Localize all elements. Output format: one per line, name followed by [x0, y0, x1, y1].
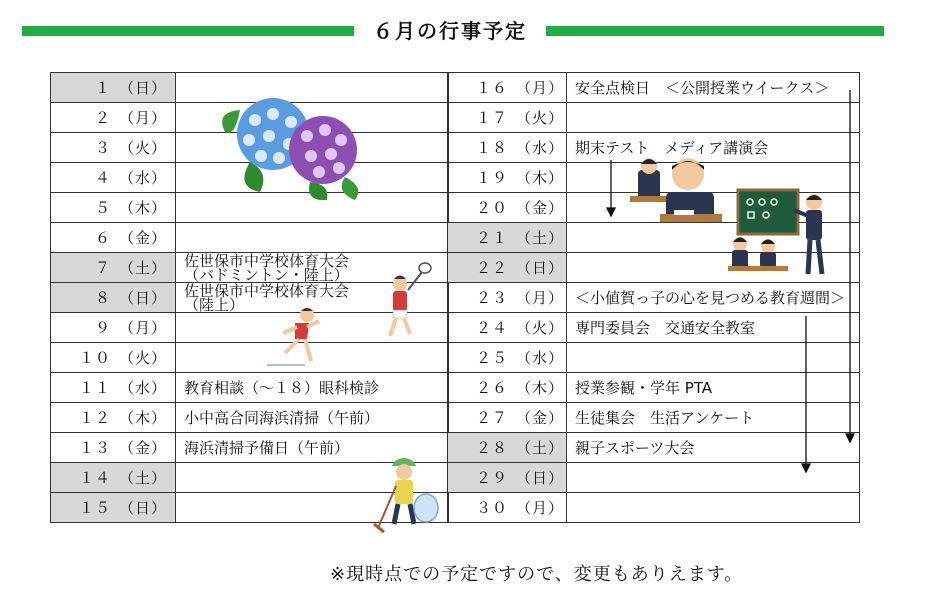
date-number: １６	[475, 79, 508, 97]
day-of-week: （火）	[119, 349, 168, 367]
date-number: １４	[78, 469, 111, 487]
date-number: ２	[94, 109, 111, 127]
date-number: ３	[94, 139, 111, 157]
date-cell	[448, 463, 567, 493]
date-cell	[51, 433, 176, 463]
date-number: １	[94, 79, 111, 97]
day-of-week: （木）	[516, 169, 565, 187]
day-of-week: （金）	[119, 229, 168, 247]
footer-note: ※現時点での予定ですので、変更もありえます。	[330, 564, 744, 585]
date-cell	[448, 73, 567, 103]
event-text: 授業参観・学年 PTA	[575, 378, 713, 397]
left-day-row	[51, 403, 449, 433]
date-number: ５	[94, 199, 111, 217]
badminton-player-illustration	[378, 262, 433, 342]
date-cell	[448, 253, 567, 283]
event-text-line2: （バドミントン・陸上）	[184, 265, 349, 284]
event-text: 佐世保市中学校体育大会	[184, 251, 350, 270]
event-text: 期末テスト メディア講演会	[575, 138, 769, 157]
day-of-week: （金）	[119, 439, 168, 457]
day-of-week: （金）	[516, 409, 565, 427]
page-title: ６月の行事予定	[373, 19, 527, 43]
date-number: ２３	[475, 289, 508, 307]
date-number: ２２	[475, 259, 508, 277]
date-number: ２６	[475, 379, 508, 397]
date-cell	[51, 253, 176, 283]
date-number: １８	[475, 139, 508, 157]
event-text: 安全点検日 ＜公開授業ウイークス＞	[575, 78, 830, 97]
date-cell	[51, 73, 176, 103]
event-text: 生徒集会 生活アンケート	[575, 408, 755, 427]
date-cell	[51, 343, 176, 373]
hydrangea-illustration	[215, 92, 375, 202]
date-cell	[51, 193, 176, 223]
day-of-week: （水）	[119, 379, 168, 397]
day-of-week: （木）	[119, 409, 168, 427]
date-number: １１	[78, 379, 111, 397]
event-cell	[176, 223, 449, 253]
date-number: １３	[78, 439, 111, 457]
date-number: ２１	[475, 229, 508, 247]
day-of-week: （火）	[516, 319, 565, 337]
date-number: ２４	[475, 319, 508, 337]
left-day-row	[51, 223, 449, 253]
day-of-week: （土）	[119, 469, 168, 487]
date-cell	[448, 403, 567, 433]
day-of-week: （月）	[516, 79, 565, 97]
date-cell	[448, 373, 567, 403]
day-of-week: （木）	[516, 379, 565, 397]
title-rule-left	[22, 26, 354, 36]
day-of-week: （水）	[119, 169, 168, 187]
date-number: ２５	[475, 349, 508, 367]
day-of-week: （火）	[516, 109, 565, 127]
day-of-week: （水）	[516, 139, 565, 157]
date-number: ８	[94, 289, 111, 307]
date-number: １５	[78, 499, 111, 517]
day-of-week: （土）	[119, 259, 168, 277]
date-number: ４	[94, 169, 111, 187]
day-of-week: （火）	[119, 139, 168, 157]
event-cell	[567, 493, 860, 523]
date-cell	[51, 373, 176, 403]
date-number: ２０	[475, 199, 508, 217]
title-rule-right	[546, 26, 884, 36]
event-text: 教育相談（～１８）眼科検診	[184, 378, 380, 397]
date-number: ２８	[475, 439, 508, 457]
date-cell	[448, 193, 567, 223]
event-text: 佐世保市中学校体育大会	[184, 281, 350, 300]
date-number: ７	[94, 259, 111, 277]
day-of-week: （金）	[516, 199, 565, 217]
day-of-week: （日）	[119, 499, 168, 517]
day-of-week: （土）	[516, 229, 565, 247]
date-cell	[448, 343, 567, 373]
date-cell	[448, 283, 567, 313]
beach-cleanup-illustration	[372, 452, 442, 534]
event-cell	[176, 373, 449, 403]
date-cell	[51, 103, 176, 133]
date-cell	[51, 133, 176, 163]
day-of-week: （日）	[516, 469, 565, 487]
date-number: １７	[475, 109, 508, 127]
date-number: ９	[94, 319, 111, 337]
date-cell	[51, 163, 176, 193]
week-span-arrows	[600, 88, 860, 478]
date-number: ２７	[475, 409, 508, 427]
date-cell	[51, 463, 176, 493]
date-number: １０	[78, 349, 111, 367]
day-of-week: （土）	[516, 439, 565, 457]
right-day-row	[448, 493, 860, 523]
date-cell	[448, 433, 567, 463]
date-cell	[448, 313, 567, 343]
date-cell	[51, 493, 176, 523]
day-of-week: （月）	[119, 109, 168, 127]
date-number: ２９	[475, 469, 508, 487]
day-of-week: （月）	[119, 319, 168, 337]
date-number: １９	[475, 169, 508, 187]
event-text: ＜小値賀っ子の心を見つめる教育週間＞	[575, 288, 846, 307]
event-text: 海浜清掃予備日（午前）	[184, 438, 350, 457]
date-number: ３０	[475, 499, 508, 517]
event-text: 小中高合同海浜清掃（午前）	[184, 408, 380, 427]
day-of-week: （日）	[516, 259, 565, 277]
day-of-week: （日）	[119, 79, 168, 97]
day-of-week: （日）	[119, 289, 168, 307]
left-day-row	[51, 373, 449, 403]
date-cell	[51, 313, 176, 343]
date-cell	[448, 133, 567, 163]
left-day-row	[51, 343, 449, 373]
date-cell	[448, 223, 567, 253]
runner-illustration	[265, 305, 325, 370]
event-text-line2: （陸上）	[184, 295, 245, 314]
date-number: ６	[94, 229, 111, 247]
day-of-week: （月）	[516, 289, 565, 307]
date-cell	[51, 223, 176, 253]
date-cell	[51, 403, 176, 433]
date-cell	[448, 163, 567, 193]
date-cell	[51, 283, 176, 313]
day-of-week: （木）	[119, 199, 168, 217]
event-text: 親子スポーツ大会	[575, 438, 695, 457]
day-of-week: （水）	[516, 349, 565, 367]
date-cell	[448, 493, 567, 523]
title-bar	[0, 14, 932, 50]
event-text: 専門委員会 交通安全教室	[575, 318, 756, 337]
event-cell	[176, 403, 449, 433]
day-of-week: （月）	[516, 499, 565, 517]
date-number: １２	[78, 409, 111, 427]
date-cell	[448, 103, 567, 133]
